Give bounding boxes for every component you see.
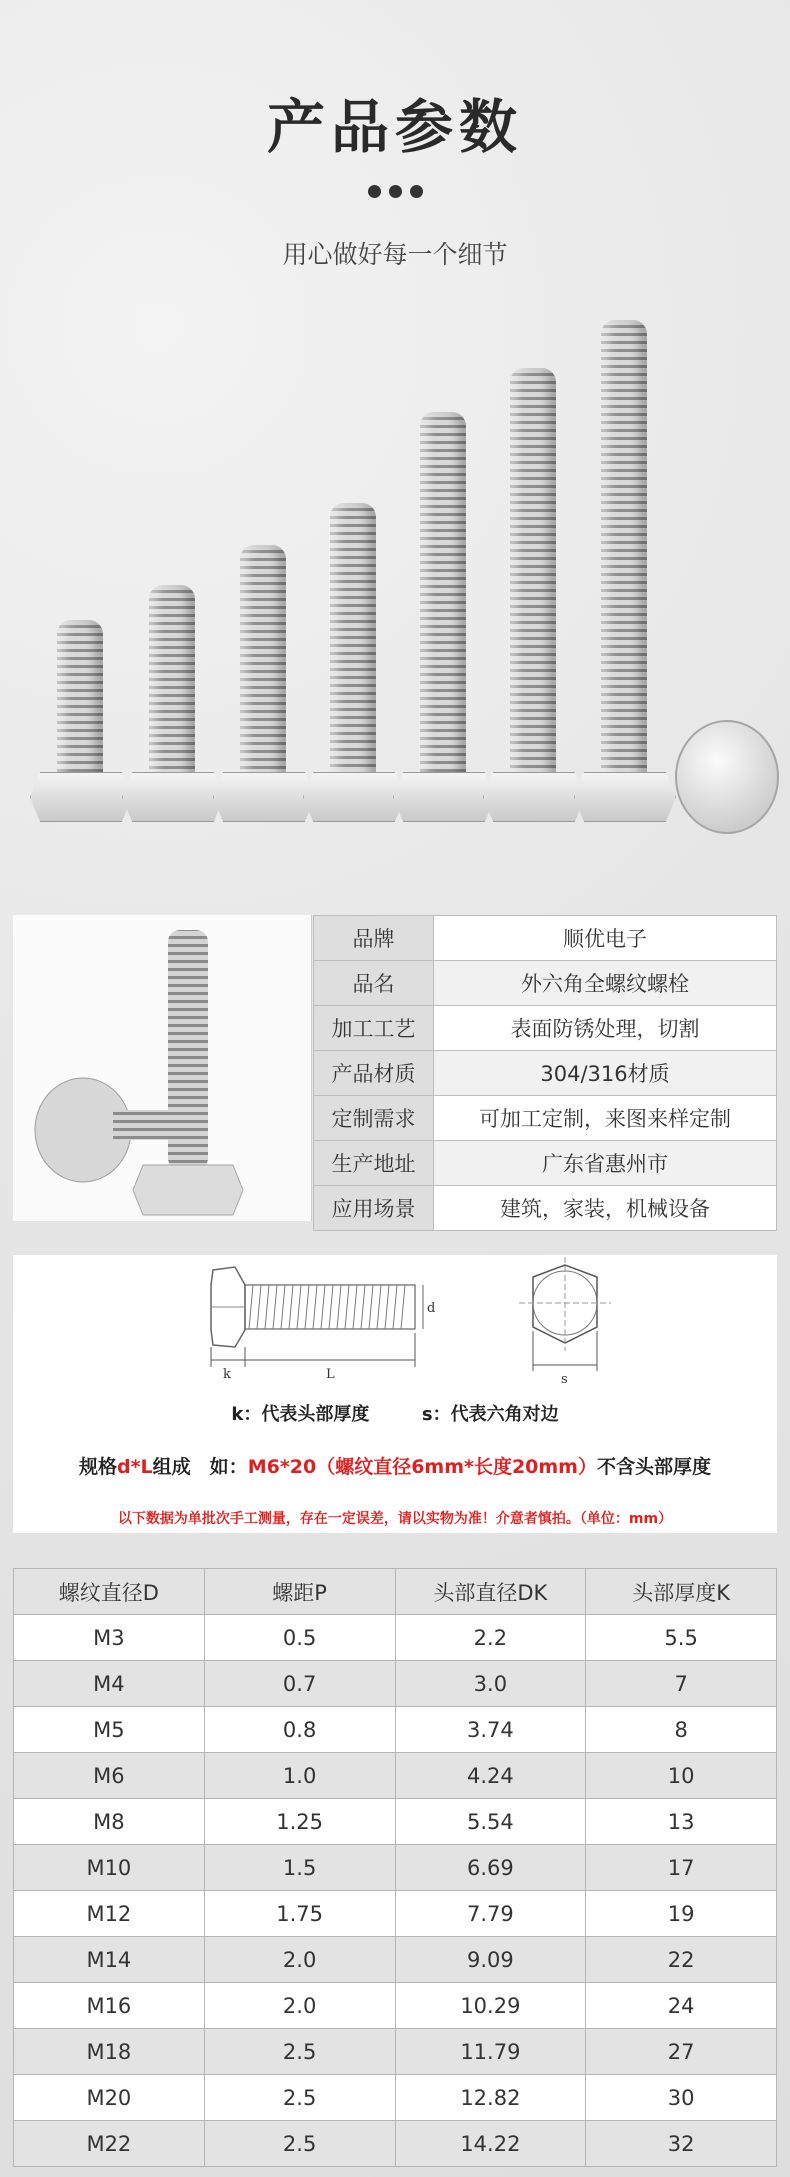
spec-value: 304/316材质	[434, 1051, 777, 1096]
table-cell: 2.0	[204, 1983, 395, 2029]
table-row	[14, 2121, 777, 2167]
spec-row	[314, 1096, 777, 1141]
table-cell: 1.25	[204, 1799, 395, 1845]
spec-value: 顺优电子	[434, 916, 777, 961]
table-cell: 2.2	[395, 1615, 586, 1661]
table-cell: 4.24	[395, 1753, 586, 1799]
spec-label: 生产地址	[314, 1141, 434, 1186]
svg-text:k: k	[223, 1367, 231, 1382]
table-cell: M6	[14, 1753, 205, 1799]
table-cell: M14	[14, 1937, 205, 1983]
table-cell: 12.82	[395, 2075, 586, 2121]
table-cell: 10	[586, 1753, 777, 1799]
spec-section	[13, 915, 777, 1223]
table-cell: 1.5	[204, 1845, 395, 1891]
table-cell: 1.0	[204, 1753, 395, 1799]
table-cell: 2.5	[204, 2029, 395, 2075]
bolt-image	[574, 320, 674, 820]
table-cell: M22	[14, 2121, 205, 2167]
col-header-pitch: 螺距P	[204, 1569, 395, 1615]
bolt-head-image	[675, 720, 779, 834]
bolts-photo	[0, 300, 790, 860]
spec-value: 广东省惠州市	[434, 1141, 777, 1186]
table-row	[14, 1983, 777, 2029]
disclaimer: 以下数据为单批次手工测量，存在一定误差，请以实物为准！介意者慎拍。（单位：mm）	[117, 1511, 673, 1527]
table-cell: M16	[14, 1983, 205, 2029]
bolt-image	[213, 545, 313, 820]
table-row	[14, 2029, 777, 2075]
page-subtitle: 用心做好每一个细节	[282, 240, 508, 269]
table-cell: 13	[586, 1799, 777, 1845]
col-header-head-diameter: 头部直径DK	[395, 1569, 586, 1615]
col-header-thread-diameter: 螺纹直径D	[14, 1569, 205, 1615]
table-cell: 5.5	[586, 1615, 777, 1661]
spec-value: 表面防锈处理，切割	[434, 1006, 777, 1051]
note-k: k：代表头部厚度	[231, 1404, 370, 1425]
spec-row	[314, 1051, 777, 1096]
svg-text:L: L	[326, 1367, 335, 1382]
table-cell: 32	[586, 2121, 777, 2167]
product-photo	[13, 915, 312, 1221]
spec-label: 品名	[314, 961, 434, 1006]
bolt-image	[483, 368, 583, 820]
table-cell: 27	[586, 2029, 777, 2075]
table-cell: 2.5	[204, 2075, 395, 2121]
spec-row	[314, 961, 777, 1006]
table-cell: 9.09	[395, 1937, 586, 1983]
spec-value: 外六角全螺纹螺栓	[434, 961, 777, 1006]
table-cell: M8	[14, 1799, 205, 1845]
spec-value: 建筑，家装，机械设备	[434, 1186, 777, 1231]
bolt-drawing	[13, 1255, 777, 1395]
spec-label: 加工工艺	[314, 1006, 434, 1051]
dimension-diagram	[13, 1255, 777, 1533]
spec-format-note: 规格d*L组成 如：M6*20（螺纹直径6mm*长度20mm）不含头部厚度	[79, 1456, 711, 1478]
spec-row	[314, 1006, 777, 1051]
table-cell: 11.79	[395, 2029, 586, 2075]
table-cell: 17	[586, 1845, 777, 1891]
table-cell: 2.0	[204, 1937, 395, 1983]
hero-section	[0, 0, 790, 880]
spec-value: 可加工定制，来图来样定制	[434, 1096, 777, 1141]
table-cell: M18	[14, 2029, 205, 2075]
spec-label: 产品材质	[314, 1051, 434, 1096]
table-cell: 1.75	[204, 1891, 395, 1937]
table-cell: 0.8	[204, 1707, 395, 1753]
spec-label: 品牌	[314, 916, 434, 961]
table-cell: 3.0	[395, 1661, 586, 1707]
table-cell: 10.29	[395, 1983, 586, 2029]
table-row	[14, 1845, 777, 1891]
page-title: 产品参数	[266, 93, 523, 161]
table-cell: M12	[14, 1891, 205, 1937]
table-cell: 3.74	[395, 1707, 586, 1753]
bolt-image	[303, 503, 403, 820]
spec-label: 应用场景	[314, 1186, 434, 1231]
size-table	[13, 1568, 777, 2167]
bolt-image	[393, 412, 493, 820]
note-s: s：代表六角对边	[421, 1404, 559, 1425]
table-row	[14, 1891, 777, 1937]
table-cell: 7.79	[395, 1891, 586, 1937]
table-cell: 6.69	[395, 1845, 586, 1891]
col-header-head-thickness: 头部厚度K	[586, 1569, 777, 1615]
table-cell: 22	[586, 1937, 777, 1983]
table-cell: 19	[586, 1891, 777, 1937]
table-cell: 5.54	[395, 1799, 586, 1845]
table-header-row	[14, 1569, 777, 1615]
table-cell: 24	[586, 1983, 777, 2029]
table-row	[14, 1937, 777, 1983]
table-cell: M3	[14, 1615, 205, 1661]
table-cell: 7	[586, 1661, 777, 1707]
table-cell: 0.7	[204, 1661, 395, 1707]
spec-row	[314, 916, 777, 961]
table-row	[14, 1707, 777, 1753]
spec-row	[314, 1141, 777, 1186]
bolt-image	[122, 585, 222, 820]
table-row	[14, 2075, 777, 2121]
title-dots	[0, 183, 790, 202]
table-row	[14, 1615, 777, 1661]
spec-table	[313, 915, 777, 1231]
table-cell: 2.5	[204, 2121, 395, 2167]
table-cell: M4	[14, 1661, 205, 1707]
bolt-image	[30, 620, 130, 820]
table-cell: 8	[586, 1707, 777, 1753]
table-cell: 30	[586, 2075, 777, 2121]
table-cell: 0.5	[204, 1615, 395, 1661]
svg-text:s: s	[561, 1372, 568, 1387]
table-cell: 14.22	[395, 2121, 586, 2167]
svg-text:d: d	[427, 1301, 436, 1316]
dimension-notes	[13, 1400, 777, 1426]
spec-row	[314, 1186, 777, 1231]
spec-label: 定制需求	[314, 1096, 434, 1141]
table-cell: M10	[14, 1845, 205, 1891]
table-row	[14, 1799, 777, 1845]
table-row	[14, 1661, 777, 1707]
table-row	[14, 1753, 777, 1799]
table-cell: M20	[14, 2075, 205, 2121]
table-cell: M5	[14, 1707, 205, 1753]
